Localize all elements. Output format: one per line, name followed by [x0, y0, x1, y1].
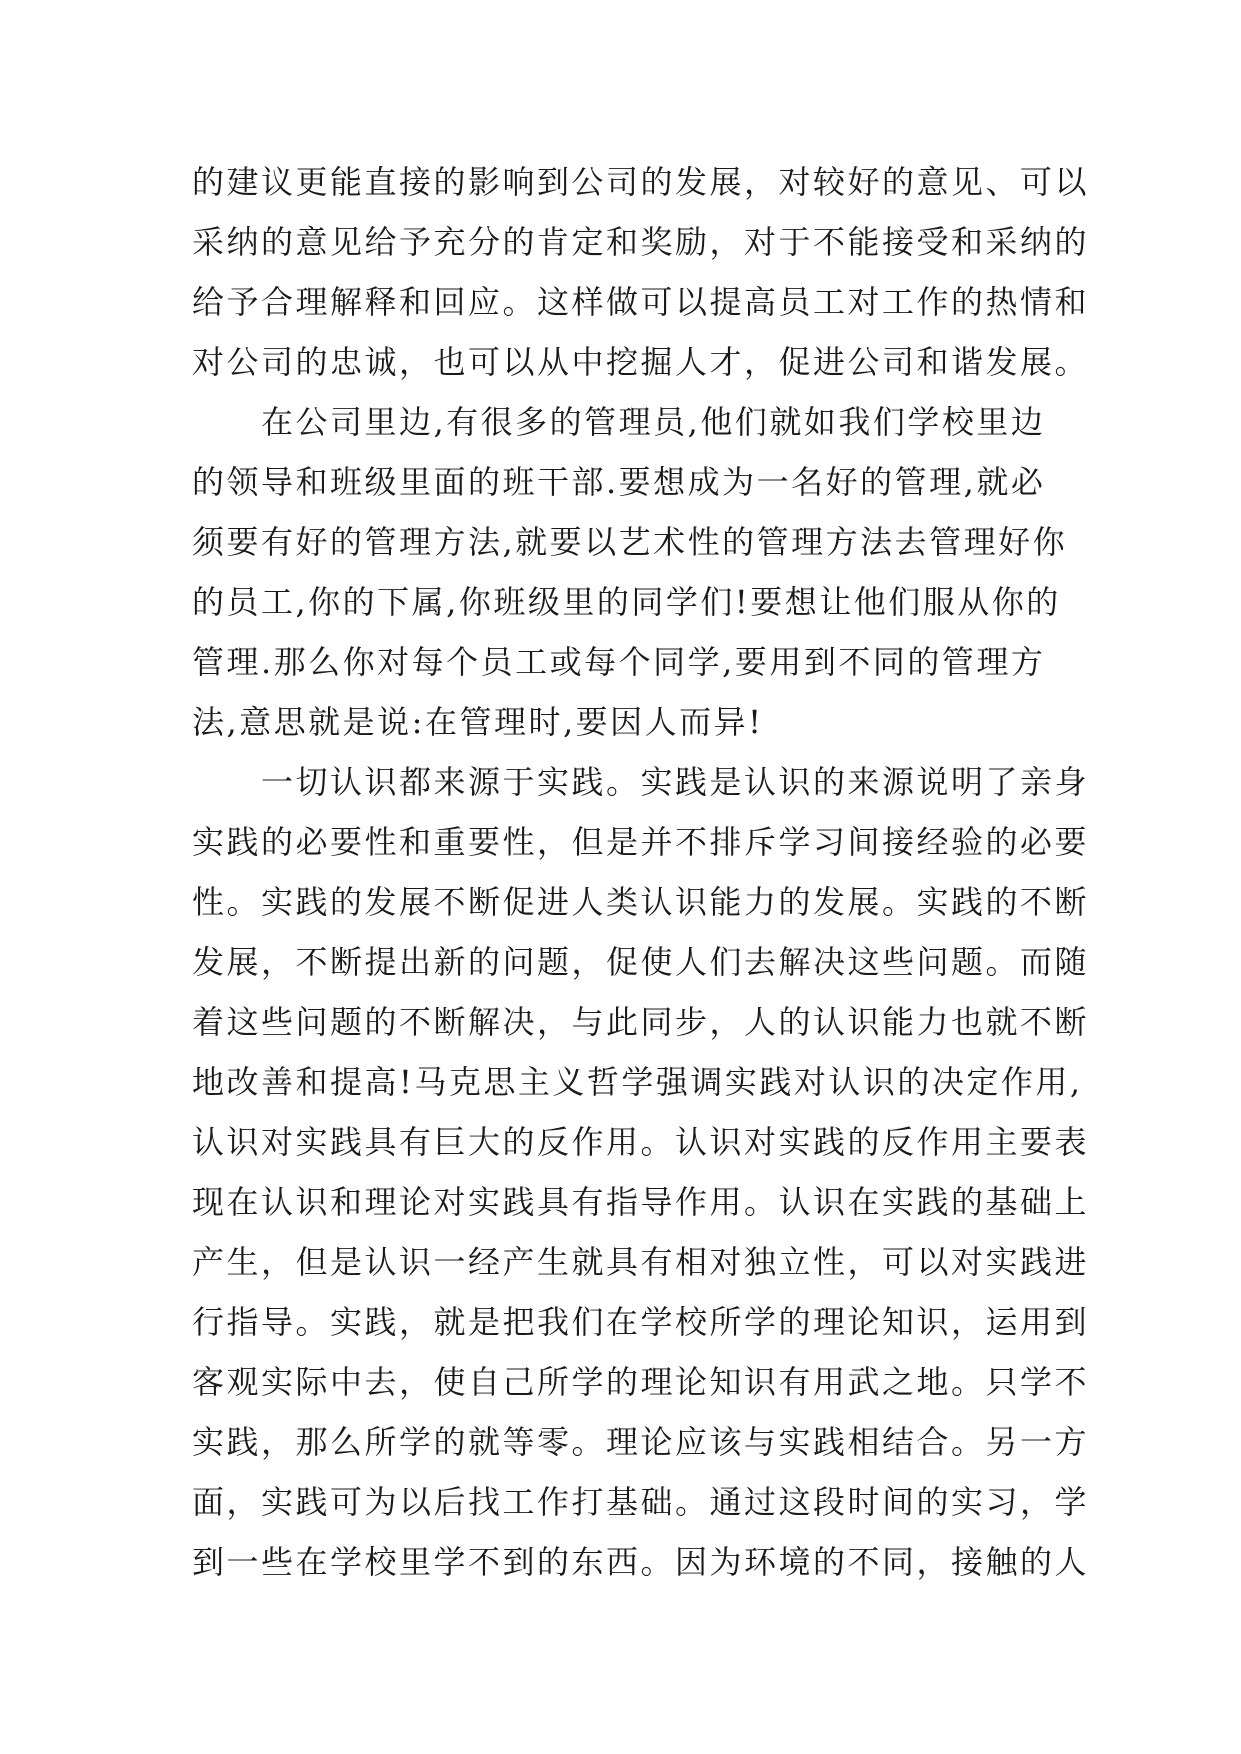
text-line: 管理.那么你对每个员工或每个同学,要用到不同的管理方 [192, 643, 1046, 681]
text-line: 发展，不断提出新的问题，促使人们去解决这些问题。而随 [192, 943, 1090, 981]
text-line: 实践的必要性和重要性，但是并不排斥学习间接经验的必要 [192, 823, 1090, 861]
text-line: 认识对实践具有巨大的反作用。认识对实践的反作用主要表 [192, 1123, 1090, 1161]
text-line: 行指导。实践，就是把我们在学校所学的理论知识，运用到 [192, 1303, 1090, 1341]
text-line: 实践，那么所学的就等零。理论应该与实践相结合。另一方 [192, 1423, 1090, 1461]
text-line: 在公司里边,有很多的管理员,他们就如我们学校里边 [192, 403, 1046, 441]
text-line: 的员工,你的下属,你班级里的同学们!要想让他们服从你的 [192, 583, 1061, 621]
text-line: 客观实际中去，使自己所学的理论知识有用武之地。只学不 [192, 1363, 1090, 1401]
text-line: 性。实践的发展不断促进人类认识能力的发展。实践的不断 [192, 883, 1090, 921]
text-line: 须要有好的管理方法,就要以艺术性的管理方法去管理好你 [192, 523, 1068, 561]
text-line: 法,意思就是说:在管理时,要因人而异! [192, 703, 764, 741]
text-line: 的建议更能直接的影响到公司的发展，对较好的意见、可以 [192, 163, 1090, 201]
text-line: 着这些问题的不断解决，与此同步，人的认识能力也就不断 [192, 1003, 1090, 1041]
text-line: 的领导和班级里面的班干部.要想成为一名好的管理,就必 [192, 463, 1046, 501]
text-line: 给予合理解释和回应。这样做可以提高员工对工作的热情和 [192, 283, 1090, 321]
text-line: 现在认识和理论对实践具有指导作用。认识在实践的基础上 [192, 1183, 1090, 1221]
text-line: 一切认识都来源于实践。实践是认识的来源说明了亲身 [192, 763, 1090, 801]
text-line: 到一些在学校里学不到的东西。因为环境的不同，接触的人 [192, 1543, 1090, 1581]
text-line: 地改善和提高!马克思主义哲学强调实践对认识的决定作用, [192, 1063, 1083, 1101]
text-line: 对公司的忠诚，也可以从中挖掘人才，促进公司和谐发展。 [192, 343, 1090, 381]
document-body [192, 152, 1090, 1592]
text-line: 产生，但是认识一经产生就具有相对独立性，可以对实践进 [192, 1243, 1090, 1281]
text-line: 采纳的意见给予充分的肯定和奖励，对于不能接受和采纳的 [192, 223, 1090, 261]
text-line: 面，实践可为以后找工作打基础。通过这段时间的实习，学 [192, 1483, 1090, 1521]
